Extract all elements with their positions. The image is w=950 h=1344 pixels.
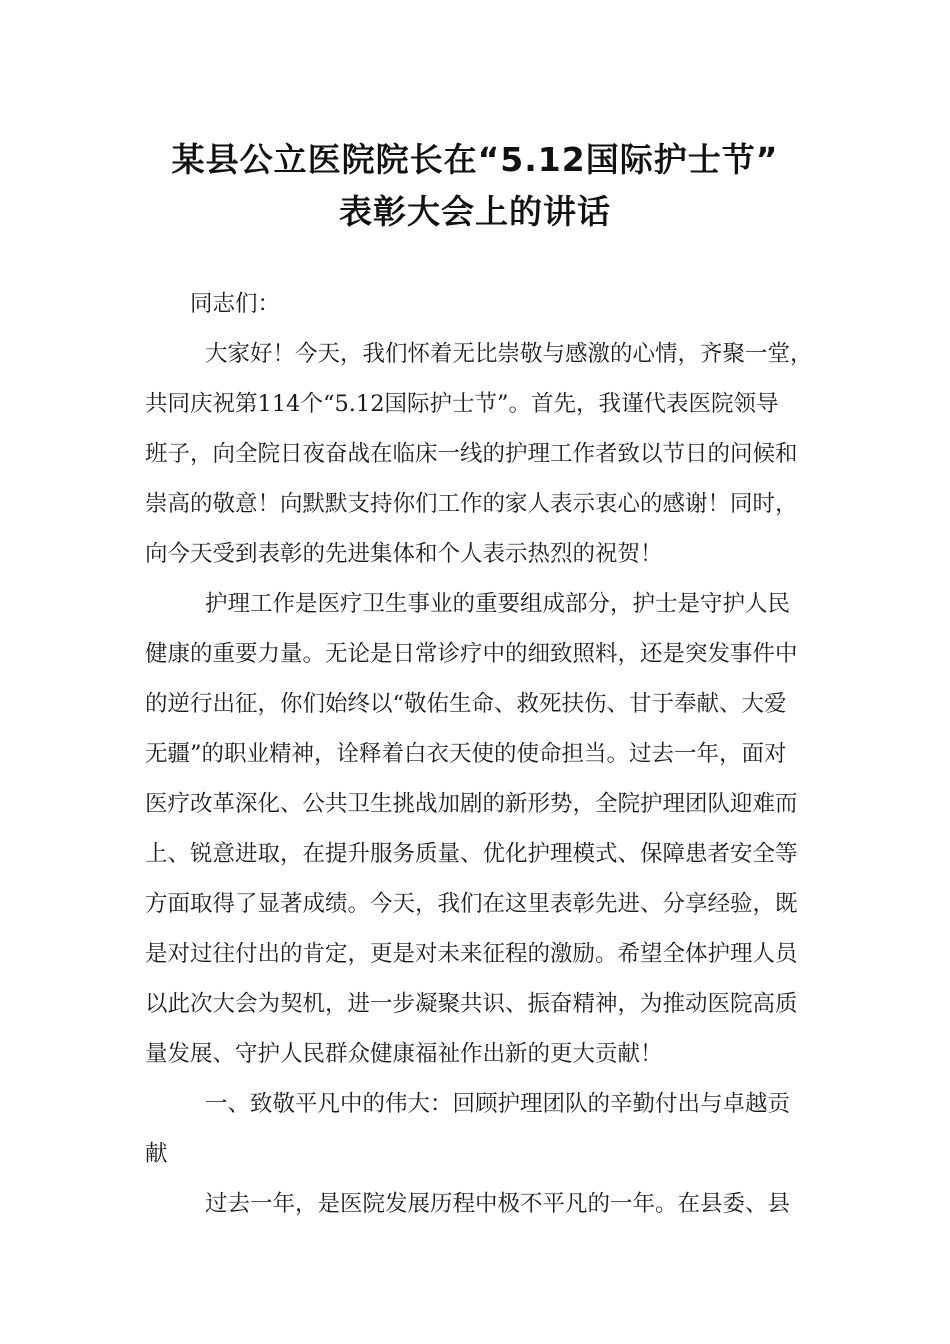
section-heading-1 <box>145 1079 815 1179</box>
salutation: 同志们： <box>190 291 281 317</box>
paragraph-line: 共同庆祝第114个“5.12国际护士节”。首先，我谨代表医院领导 <box>145 391 779 417</box>
paragraph-line: 崇高的敬意！向默默支持你们工作的家人表示衷心的感谢！同时， <box>145 491 798 517</box>
paragraph-line: 护理工作是医疗卫生事业的重要组成部分，护士是守护人民 <box>205 591 791 617</box>
paragraph-line: 以此次大会为契机，进一步凝聚共识、振奋精神，为推动医院高质 <box>145 991 798 1017</box>
paragraph-past-year <box>145 1179 815 1229</box>
paragraph-line: 班子，向全院日夜奋战在临床一线的护理工作者致以节日的问候和 <box>145 441 798 467</box>
paragraph-line: 无疆”的职业精神，诠释着白衣天使的使命担当。过去一年，面对 <box>145 741 787 767</box>
paragraph-line: 上、锐意进取，在提升服务质量、优化护理模式、保障患者安全等 <box>145 841 798 867</box>
document-body <box>145 279 815 1229</box>
paragraph-line: 医疗改革深化、公共卫生挑战加剧的新形势，全院护理团队迎难而 <box>145 791 798 817</box>
section-heading-line: 一、致敬平凡中的伟大：回顾护理团队的辛勤付出与卓越贡 <box>205 1091 791 1117</box>
paragraph-nursing-work <box>145 579 815 1079</box>
paragraph-line: 量发展、守护人民群众健康福祉作出新的更大贡献！ <box>145 1041 663 1067</box>
paragraph-line: 方面取得了显著成绩。今天，我们在这里表彰先进、分享经验，既 <box>145 891 798 917</box>
document-title-line-1: 某县公立医院院长在“5.12国际护士节” <box>171 140 779 179</box>
paragraph-line: 大家好！今天，我们怀着无比崇敬与感激的心情，齐聚一堂， <box>205 341 813 367</box>
paragraph-line: 健康的重要力量。无论是日常诊疗中的细致照料，还是突发事件中 <box>145 641 798 667</box>
paragraph-line: 的逆行出征，你们始终以“敬佑生命、救死扶伤、甘于奉献、大爱 <box>145 691 787 717</box>
paragraph-greeting <box>145 329 815 579</box>
paragraph-line: 是对过往付出的肯定，更是对未来征程的激励。希望全体护理人员 <box>145 941 798 967</box>
document-title-line-2: 表彰大会上的讲话 <box>339 192 611 231</box>
paragraph-line: 过去一年，是医院发展历程中极不平凡的一年。在县委、县 <box>205 1191 791 1217</box>
paragraph-line: 向今天受到表彰的先进集体和个人表示热烈的祝贺！ <box>145 541 663 567</box>
section-heading-line: 献 <box>145 1141 168 1167</box>
